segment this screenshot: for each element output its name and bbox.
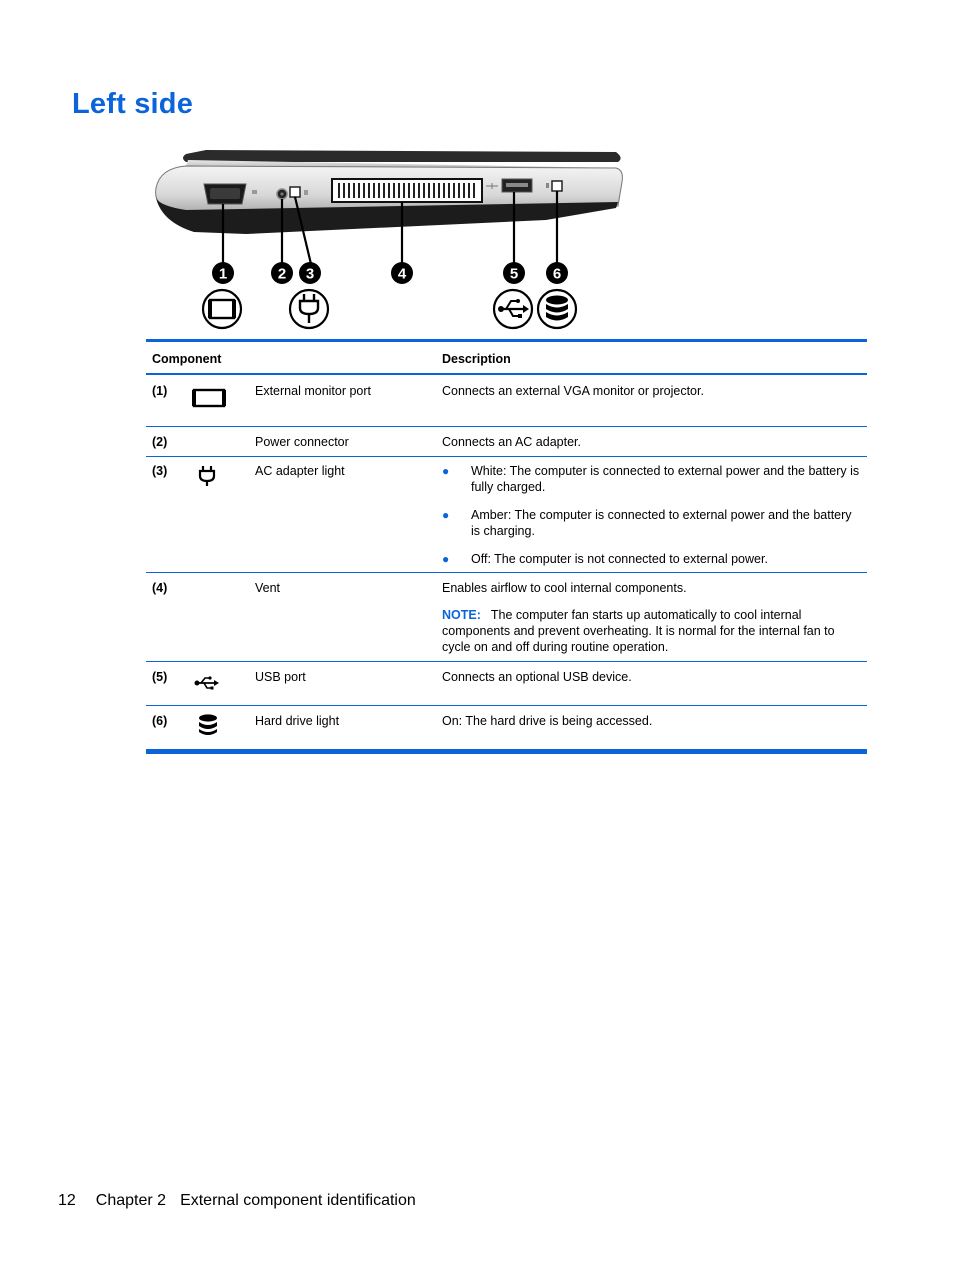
chapter-title: External component identification (180, 1192, 416, 1209)
row-number: (1) (152, 384, 168, 398)
row-number: (2) (152, 435, 168, 449)
svg-text:4: 4 (397, 265, 407, 283)
note-text: The computer fan starts up automatically to cool internal components and prevent overheating. It is normal for the internal fan to cycle on and off during routine operation. (442, 608, 835, 654)
component-description: Connects an optional USB device. (442, 670, 632, 684)
power-plug-icon (290, 290, 328, 328)
row-number: (5) (152, 670, 168, 684)
component-description: Connects an external VGA monitor or projector. (442, 384, 704, 398)
usb-icon (194, 676, 220, 694)
bullet-icon: ● (442, 508, 450, 522)
row-number: (4) (152, 581, 168, 595)
svg-text:5: 5 (509, 265, 519, 283)
svg-text:2: 2 (277, 265, 287, 283)
callout-2 (271, 262, 293, 284)
header-description: Description (442, 352, 511, 366)
vent-description: Enables airflow to cool internal components. (442, 581, 687, 595)
svg-text:1: 1 (218, 265, 228, 283)
callout-3 (299, 262, 321, 284)
bullet-icon: ● (442, 464, 450, 478)
note (442, 607, 862, 655)
header-component: Component (152, 352, 222, 366)
page-title: Left side (72, 88, 194, 120)
list-item: ● White: The computer is connected to external power and the battery is fully charged. (442, 464, 860, 494)
left-side-illustration (146, 146, 626, 332)
table-bottom-rule (146, 750, 867, 754)
table-row (146, 375, 867, 427)
power-plug-icon (198, 465, 216, 491)
component-name: Vent (255, 581, 281, 595)
row-number: (6) (152, 714, 168, 728)
list-item: ● Amber: The computer is connected to external power and the battery is charging. (442, 508, 852, 538)
monitor-port-icon (192, 388, 226, 412)
chapter-label: Chapter 2 (95, 1192, 167, 1209)
status-list (442, 463, 862, 567)
row-number: (3) (152, 464, 168, 478)
note-label: NOTE: (442, 608, 481, 622)
list-item: ● Off: The computer is not connected to external power. (442, 552, 768, 566)
page-footer (58, 1192, 416, 1210)
usb-icon (494, 290, 532, 328)
component-name: Power connector (255, 435, 349, 449)
table-row (146, 573, 867, 662)
component-name: External monitor port (255, 384, 372, 398)
hard-drive-icon (538, 290, 576, 328)
component-description: On: The hard drive is being accessed. (442, 714, 653, 728)
table-row (146, 662, 867, 706)
laptop-side-view (156, 150, 623, 234)
component-name: AC adapter light (255, 464, 345, 478)
table-row (146, 427, 867, 457)
callout-5 (503, 262, 525, 284)
monitor-port-icon (203, 290, 241, 328)
callout-6 (546, 262, 568, 284)
component-description: Connects an AC adapter. (442, 435, 581, 449)
component-description (442, 463, 862, 567)
table-row (146, 706, 867, 750)
component-name: Hard drive light (255, 714, 340, 728)
page-number: 12 (58, 1192, 76, 1209)
svg-text:6: 6 (552, 265, 562, 283)
bullet-icon: ● (442, 552, 450, 566)
table-row (146, 457, 867, 573)
component-table (146, 339, 867, 754)
callout-4 (391, 262, 413, 284)
hard-drive-icon (198, 714, 218, 740)
table-header (146, 342, 867, 375)
callout-1 (212, 262, 234, 284)
component-description (442, 580, 862, 655)
svg-text:3: 3 (305, 265, 315, 283)
component-name: USB port (255, 670, 306, 684)
